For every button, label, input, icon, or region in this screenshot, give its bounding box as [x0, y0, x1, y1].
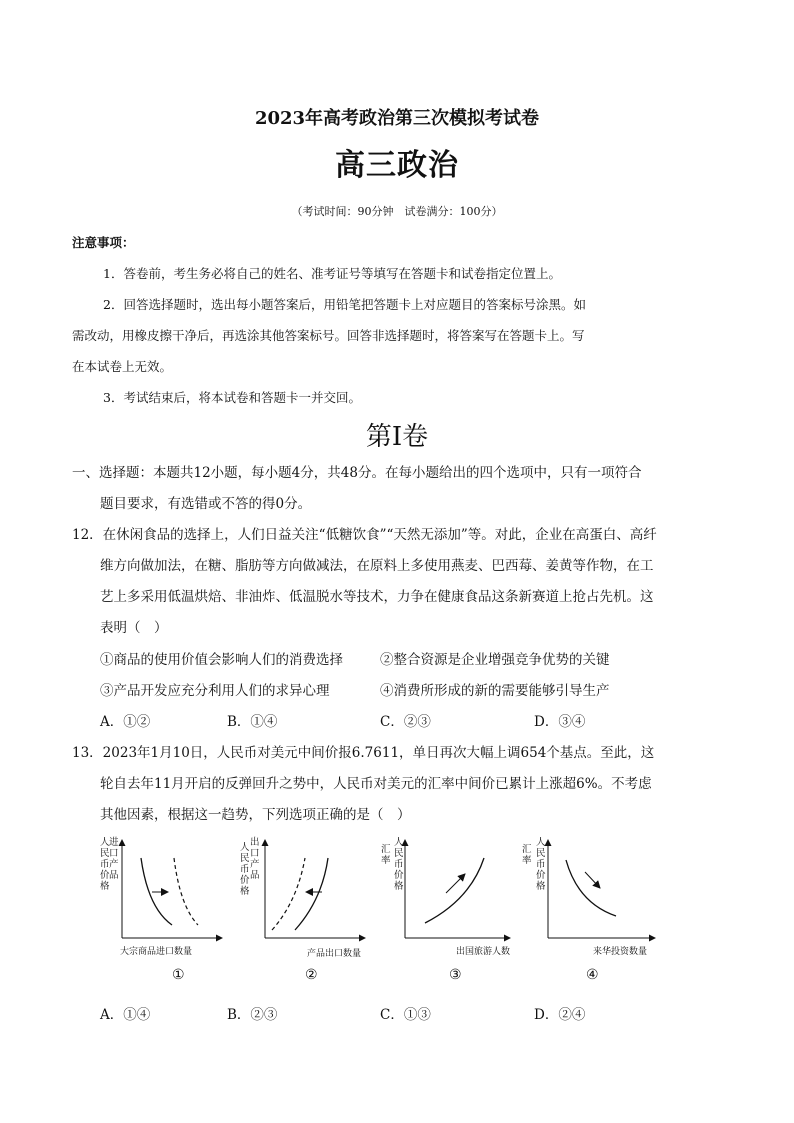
- graph-2: [240, 836, 365, 983]
- graph-1-ylabel-c3: 币: [100, 859, 110, 870]
- exam-info: （考试时间：90分钟 试卷满分：100分）: [291, 205, 503, 218]
- graph-1-ylabel: [100, 836, 119, 892]
- graph-1-ylabel-c5: 格: [100, 881, 110, 892]
- graph-2-ylabel-c2: 民: [240, 853, 250, 864]
- graph-3-ylabel-c5: 币: [394, 859, 404, 870]
- graph-3-xlabel: 出国旅游人数: [456, 947, 511, 957]
- q13-option-a[interactable]: A．①④: [100, 1007, 151, 1023]
- section1-line2: 题目要求，有选错或不答的得0分。: [100, 496, 312, 512]
- q13-option-d[interactable]: D．②④: [534, 1007, 586, 1023]
- notice-item-2-line2: 需改动，用橡皮擦干净后，再选涂其他答案标号。回答非选择题时，将答案写在答题卡上。写: [72, 328, 585, 343]
- graph-3-ylabel-c3: 人: [394, 837, 404, 848]
- graph-2-ylabel-c4: 价: [240, 875, 250, 886]
- graph-4-curve: [566, 860, 616, 916]
- graph-3: [381, 836, 510, 983]
- q13-graphs: [0, 828, 794, 998]
- graph-2-ylabel-c5: 格: [240, 886, 250, 897]
- graph-4-xlabel: 来华投资数量: [593, 947, 648, 957]
- q12-line4: 表明（ ）: [100, 620, 168, 636]
- graph-2-ylabel-c6: 出: [250, 837, 260, 848]
- graph-1-number: ①: [172, 967, 185, 983]
- graph-4-ylabel: [522, 836, 546, 892]
- exam-title: 2023年高考政治第三次模拟考试卷: [254, 108, 540, 129]
- graph-2-number: ②: [305, 967, 318, 983]
- q12-statement-3: ③产品开发应充分利用人们的求异心理: [100, 683, 330, 699]
- graph-3-number: ③: [449, 967, 462, 983]
- graph-2-solid-curve: [295, 858, 328, 930]
- q13-line2: 轮自去年11月开启的反弹回升之势中，人民币对美元的汇率中间价已累计上涨超6%。不考虑: [100, 776, 652, 792]
- notice-item-2-line1: 2．回答选择题时，选出每小题答案后，用铅笔把答题卡上对应题目的答案标号涂黑。如: [103, 297, 586, 312]
- graph-3-ylabel-c2: 率: [381, 855, 391, 866]
- q12-option-a[interactable]: A．①②: [100, 714, 151, 730]
- graph-1-ylabel-c8: 产: [109, 859, 119, 870]
- graph-2-xlabel: 产品出口数量: [307, 949, 362, 959]
- graph-4-ylabel-c5: 币: [536, 859, 546, 870]
- q13-option-c[interactable]: C．①③: [380, 1007, 431, 1023]
- graph-4-arrow: [585, 872, 600, 888]
- notice-item-1: 1．答卷前，考生务必将自己的姓名、准考证号等填写在答题卡和试卷指定位置上。: [103, 266, 561, 281]
- graph-1-ylabel-c2: 民: [100, 848, 110, 859]
- notice-item-2-line3: 在本试卷上无效。: [72, 359, 173, 374]
- q12-option-d[interactable]: D．③④: [534, 714, 586, 730]
- graph-3-ylabel-c1: 汇: [381, 844, 391, 855]
- graph-2-ylabel-c3: 币: [240, 864, 250, 875]
- q12-option-c[interactable]: C．②③: [380, 714, 431, 730]
- q13-option-b[interactable]: B．②③: [227, 1007, 278, 1023]
- q12-line3: 艺上多采用低温烘焙、非油炸、低温脱水等技术，力争在健康食品这条新赛道上抢占先机。这: [100, 589, 654, 605]
- graph-1-ylabel-c9: 品: [109, 870, 119, 881]
- graph-4-ylabel-c7: 格: [536, 881, 546, 892]
- q12-option-b[interactable]: B．①④: [227, 714, 278, 730]
- graph-1-ylabel-c1: 人: [100, 837, 110, 848]
- graph-1-ylabel-c6: 进: [109, 837, 119, 848]
- notice-heading: 注意事项：: [72, 235, 135, 250]
- q13-line1: 13．2023年1月10日，人民币对美元中间价报6.7611，单日再次大幅上调654个基点。至此，这: [72, 745, 655, 761]
- graph-3-ylabel: [381, 836, 404, 892]
- graph-4-ylabel-c3: 人: [536, 837, 546, 848]
- graph-2-ylabel-c7: 口: [250, 848, 260, 859]
- q13-line3: 其他因素，根据这一趋势，下列选项正确的是（ ）: [100, 807, 411, 823]
- graph-4-ylabel-c1: 汇: [522, 844, 532, 855]
- notice-item-3: 3．考试结束后，将本试卷和答题卡一并交回。: [103, 390, 361, 405]
- graph-1-ylabel-c4: 价: [100, 870, 110, 881]
- graph-3-ylabel-c6: 价: [394, 870, 404, 881]
- graph-3-arrow: [446, 874, 465, 893]
- graph-3-curve: [425, 858, 484, 923]
- graph-4-ylabel-c6: 价: [536, 870, 546, 881]
- q12-line1: 12．在休闲食品的选择上，人们日益关注“低糖饮食”“天然无添加”等。对此，企业在高蛋白、高纤: [72, 527, 657, 543]
- graph-2-ylabel-c9: 品: [250, 870, 260, 881]
- graph-1-xlabel: 大宗商品进口数量: [120, 947, 193, 957]
- q12-statement-1: ①商品的使用价值会影响人们的消费选择: [100, 652, 343, 668]
- graph-2-dashed-curve: [272, 858, 305, 930]
- graph-1: [100, 836, 222, 983]
- q12-line2: 维方向做加法，在糖、脂肪等方向做减法，在原料上多使用燕麦、巴西莓、姜黄等作物，在工: [100, 558, 654, 574]
- graph-4-number: ④: [586, 967, 599, 983]
- graph-4: [522, 836, 655, 983]
- graph-2-ylabel-c1: 人: [240, 842, 250, 853]
- subject-title: 高三政治: [335, 148, 459, 183]
- graph-3-ylabel-c7: 格: [394, 881, 404, 892]
- graph-1-ylabel-c7: 口: [109, 848, 119, 859]
- q12-statement-2: ②整合资源是企业增强竞争优势的关键: [380, 652, 610, 668]
- section1-line1: 一、选择题：本题共12小题，每小题4分，共48分。在每小题给出的四个选项中，只有一项符合: [72, 465, 642, 481]
- graph-3-ylabel-c4: 民: [394, 848, 404, 859]
- graph-2-ylabel: [240, 836, 260, 897]
- graph-4-ylabel-c4: 民: [536, 848, 546, 859]
- q12-statement-4: ④消费所形成的新的需要能够引导生产: [380, 683, 610, 699]
- graph-4-ylabel-c2: 率: [522, 855, 532, 866]
- graph-1-dashed-curve: [174, 858, 198, 925]
- graph-2-ylabel-c8: 产: [250, 859, 260, 870]
- volume-title: 第Ⅰ卷: [365, 422, 429, 452]
